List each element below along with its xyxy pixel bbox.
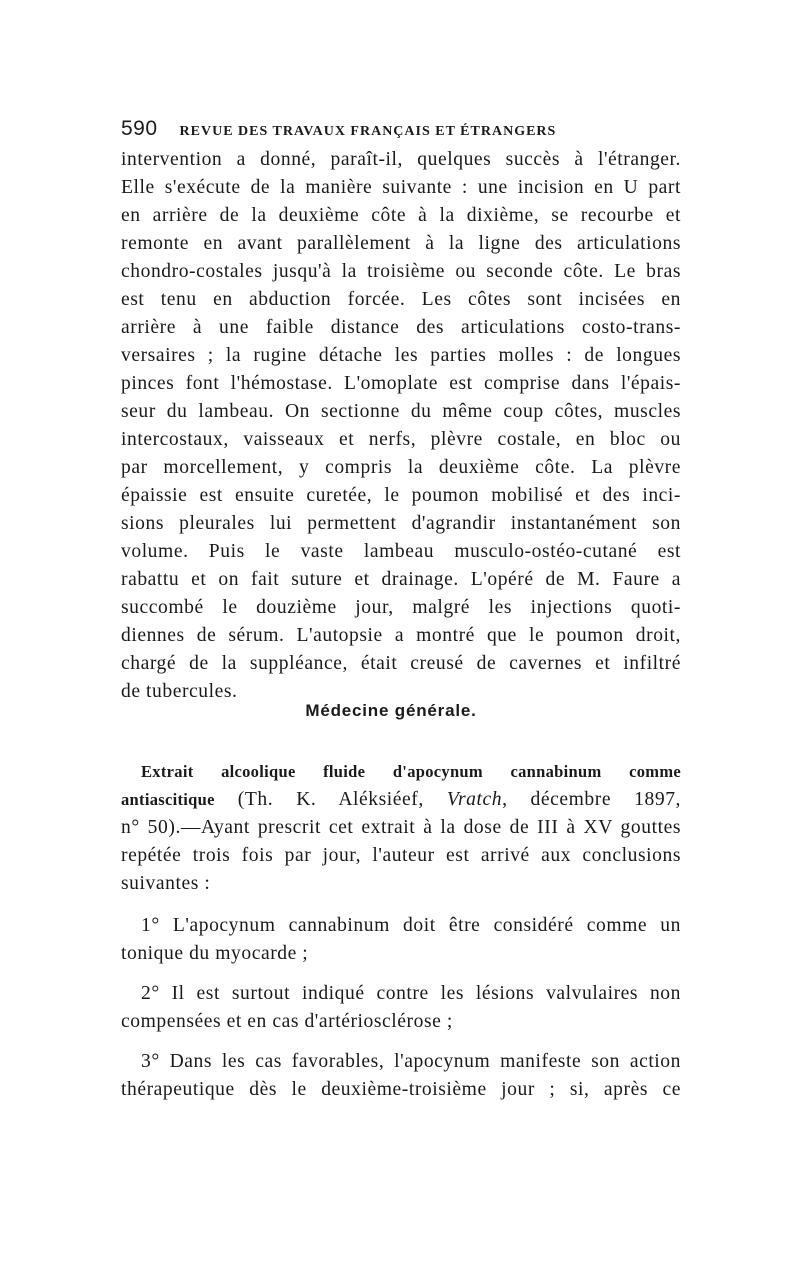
text-line: succombé le douzième jour, malgré les injections quoti- bbox=[121, 597, 681, 618]
spacer bbox=[121, 898, 681, 912]
text-line: Elle s'exécute de la manière suivante : une incision en U part bbox=[121, 177, 681, 198]
text-line: arrière à une faible distance des articulations costo-trans- bbox=[121, 317, 681, 338]
text-line: rabattu et on fait suture et drainage. L'opéré de M. Faure a bbox=[121, 569, 681, 590]
article-title-end: antiascitique bbox=[121, 790, 215, 809]
article-reference-line bbox=[121, 786, 681, 814]
journal-title: REVUE DES TRAVAUX FRANÇAIS ET ÉTRANGERS bbox=[179, 124, 557, 139]
text-line: épaissie est ensuite curetée, le poumon mobilisé et des inci- bbox=[121, 485, 681, 506]
text-line: intercostaux, vaisseaux et nerfs, plèvre costale, en bloc ou bbox=[121, 429, 681, 450]
text-line: diennes de sérum. L'autopsie a montré que le poumon droit, bbox=[121, 625, 681, 646]
list-item-1-line: 1° L'apocynum cannabinum doit être considéré comme un bbox=[141, 915, 681, 936]
text-line: versaires ; la rugine détache les parties molles : de longues bbox=[121, 345, 681, 366]
text-line: intervention a donné, paraît-il, quelques succès à l'étranger. bbox=[121, 149, 681, 170]
text-line: seur du lambeau. On sectionne du même coup côtes, muscles bbox=[121, 401, 681, 422]
list-item-3-line: thérapeutique dès le deuxième-troisième jour ; si, après ce bbox=[121, 1079, 681, 1100]
text-line: chondro-costales jusqu'à la troisième ou seconde côte. Le bras bbox=[121, 261, 681, 282]
text-line: n° 50).—Ayant prescrit cet extrait à la dose de III à XV gouttes bbox=[121, 817, 681, 838]
list-item-3-line: 3° Dans les cas favorables, l'apocynum manifeste son action bbox=[141, 1051, 681, 1072]
reference-date: , décembre 1897, bbox=[502, 789, 681, 810]
article-title: Extrait alcoolique fluide d'apocynum cannabinum comme bbox=[141, 762, 681, 781]
text-line: chargé de la suppléance, était creusé de cavernes et infiltré bbox=[121, 653, 681, 674]
list-item-2-line: 2° Il est surtout indiqué contre les lésions valvulaires non bbox=[141, 983, 681, 1004]
paragraph-continuation bbox=[121, 146, 681, 706]
article-title-line bbox=[121, 758, 681, 786]
section-heading: Médecine générale. bbox=[305, 701, 477, 720]
running-header bbox=[121, 117, 681, 145]
text-line: volume. Puis le vaste lambeau musculo-ostéo-cutané est bbox=[121, 541, 681, 562]
list-item-1-line: tonique du myocarde ; bbox=[121, 943, 309, 964]
text-line: suivantes : bbox=[121, 873, 211, 894]
article bbox=[121, 758, 681, 1104]
page-number: 590 bbox=[121, 117, 158, 140]
spacer bbox=[121, 968, 681, 980]
journal-name: Vratch bbox=[446, 789, 503, 810]
text-line: en arrière de la deuxième côte à la dixième, se recourbe et bbox=[121, 205, 681, 226]
spacer bbox=[121, 1036, 681, 1048]
text-line: pinces font l'hémostase. L'omoplate est comprise dans l'épais- bbox=[121, 373, 681, 394]
reference-text: (Th. K. Aléksiéef, bbox=[214, 789, 447, 810]
text-line: repétée trois fois par jour, l'auteur est arrivé aux conclusions bbox=[121, 845, 681, 866]
text-line: est tenu en abduction forcée. Les côtes sont incisées en bbox=[121, 289, 681, 310]
text-line: remonte en avant parallèlement à la ligne des articulations bbox=[121, 233, 681, 254]
text-line: sions pleurales lui permettent d'agrandir instantanément son bbox=[121, 513, 681, 534]
text-line: de tubercules. bbox=[121, 681, 238, 702]
list-item-2-line: compensées et en cas d'artériosclérose ; bbox=[121, 1011, 453, 1032]
text-line: par morcellement, y compris la deuxième côte. La plèvre bbox=[121, 457, 681, 478]
